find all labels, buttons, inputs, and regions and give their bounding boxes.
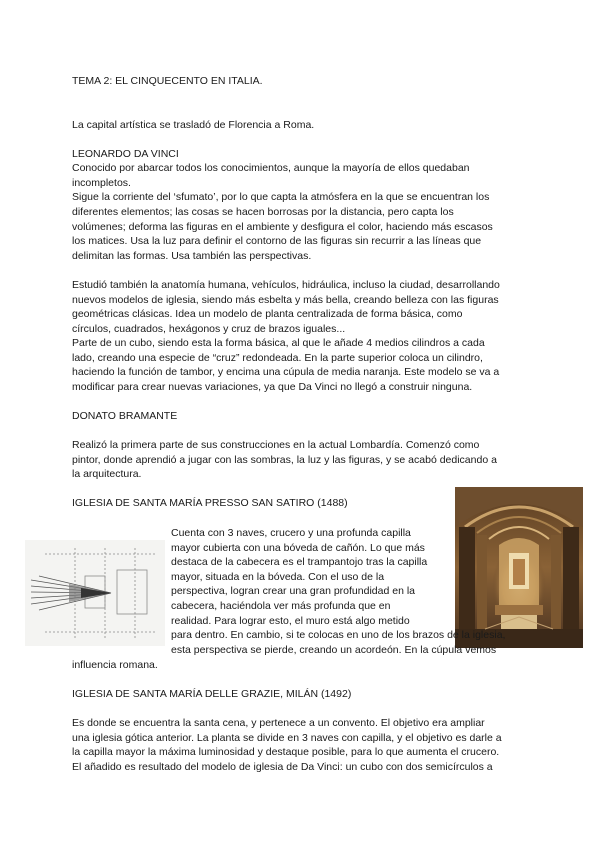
leonardo-p2-line: modificar para crear nuevas variaciones, ya que Da Vinci no llegó a construir ninguna. [72, 381, 473, 393]
church-interior-photo [455, 487, 583, 648]
leonardo-p2-line: Parte de un cubo, siendo esta la forma básica, al que le añade 4 medios cilindros a cada [72, 337, 485, 349]
satiro-line: esta perspectiva se pierde, creando un acordeón. En la cúpula vemos [171, 644, 497, 656]
page-title: TEMA 2: EL CINQUECENTO EN ITALIA. [72, 75, 263, 87]
leonardo-p2-line: geométricas clásicas. Idea un modelo de planta centralizada de forma básica, como [72, 308, 463, 320]
leonardo-p2-line: lado, creando una especie de “cruz” redondeada. En la parte superior coloca un cilindro, [72, 352, 483, 364]
leonardo-p2-line: nuevos modelos de iglesia, siendo más esbelta y más bella, creando belleza con las figuras [72, 294, 499, 306]
leonardo-p2-line: Estudió también la anatomía humana, vehículos, hidráulica, incluso la ciudad, desarrollando [72, 279, 500, 291]
grazie-p1-line: la capilla mayor la máxima luminosidad y destaque posible, para lo que aumenta el crucero. [72, 746, 500, 758]
bramante-p1-line: Realizó la primera parte de sus construcciones en la actual Lombardía. Comenzó como [72, 439, 480, 451]
leonardo-p1-line: Sigue la corriente del ‘sfumato’, por lo que capta la atmósfera en la que se encuentran los [72, 191, 490, 203]
satiro-line: cabecera, haciéndola ver más profunda que en [171, 600, 391, 612]
leonardo-p1-line: delimitan las formas. Usa también las perspectivas. [72, 250, 312, 262]
satiro-line: mayor, situada en la bóveda. Con el uso de la [171, 571, 385, 583]
satiro-last-line: influencia romana. [72, 659, 158, 671]
leonardo-p1-line: incompletos. [72, 177, 131, 189]
leonardo-p1-line: volúmenes; deforma las figuras en el ambiente y desfigura el color, haciendo más escasos [72, 221, 493, 233]
satiro-line: mayor cubierta con una bóveda de cañón. Lo que más [171, 542, 425, 554]
leonardo-p1-line: diferentes elementos; las cosas se hacen borrosas por la distancia, pero capta los [72, 206, 454, 218]
satiro-line: para dentro. En cambio, si te colocas en uno de los brazos de la iglesia, [171, 629, 506, 641]
satiro-line: realidad. Para lograr esto, el muro está algo metido [171, 615, 410, 627]
intro-paragraph: La capital artística se trasladó de Florencia a Roma. [72, 119, 315, 131]
church-plan-drawing [25, 540, 165, 646]
section-heading-satiro: IGLESIA DE SANTA MARÍA PRESSO SAN SATIRO (1488) [72, 497, 348, 509]
grazie-p1-line: El añadido es resultado del modelo de iglesia de Da Vinci: un cubo con dos semicírculos a [72, 761, 493, 773]
satiro-line: Cuenta con 3 naves, crucero y una profunda capilla [171, 527, 411, 539]
leonardo-p1-line: los matices. Usa la luz para definir el contorno de las figuras sin recurrir a las líneas que [72, 235, 482, 247]
leonardo-p1-line: Conocido por abarcar todos los conocimientos, aunque la mayoría de ellos quedaban [72, 162, 470, 174]
bramante-p1-line: pintor, donde aprendió a jugar con las sombras, la luz y las figuras, y se acabó dedicando a [72, 454, 497, 466]
grazie-p1-line: Es donde se encuentra la santa cena, y pertenece a un convento. El objetivo era ampliar [72, 717, 485, 729]
section-heading-grazie: IGLESIA DE SANTA MARÍA DELLE GRAZIE, MILÁN (1492) [72, 688, 352, 700]
leonardo-p2-line: círculos, cuadrados, hexágonos y cruz de brazos iguales... [72, 323, 346, 335]
section-heading-leonardo: LEONARDO DA VINCI [72, 148, 179, 160]
bramante-p1-line: la arquitectura. [72, 468, 142, 480]
grazie-p1-line: una iglesia gótica anterior. La planta se divide en 3 naves con capilla, y el objetivo es darle a [72, 732, 502, 744]
satiro-line: perspectiva, logran crear una gran profundidad en la [171, 585, 415, 597]
leonardo-p2-line: haciendo la función de tambor, y encima una cúpula de media naranja. Este modelo se va a [72, 366, 500, 378]
satiro-line: destaca de la cabecera es el trampantojo tras la capilla [171, 556, 428, 568]
section-heading-bramante: DONATO BRAMANTE [72, 410, 178, 422]
